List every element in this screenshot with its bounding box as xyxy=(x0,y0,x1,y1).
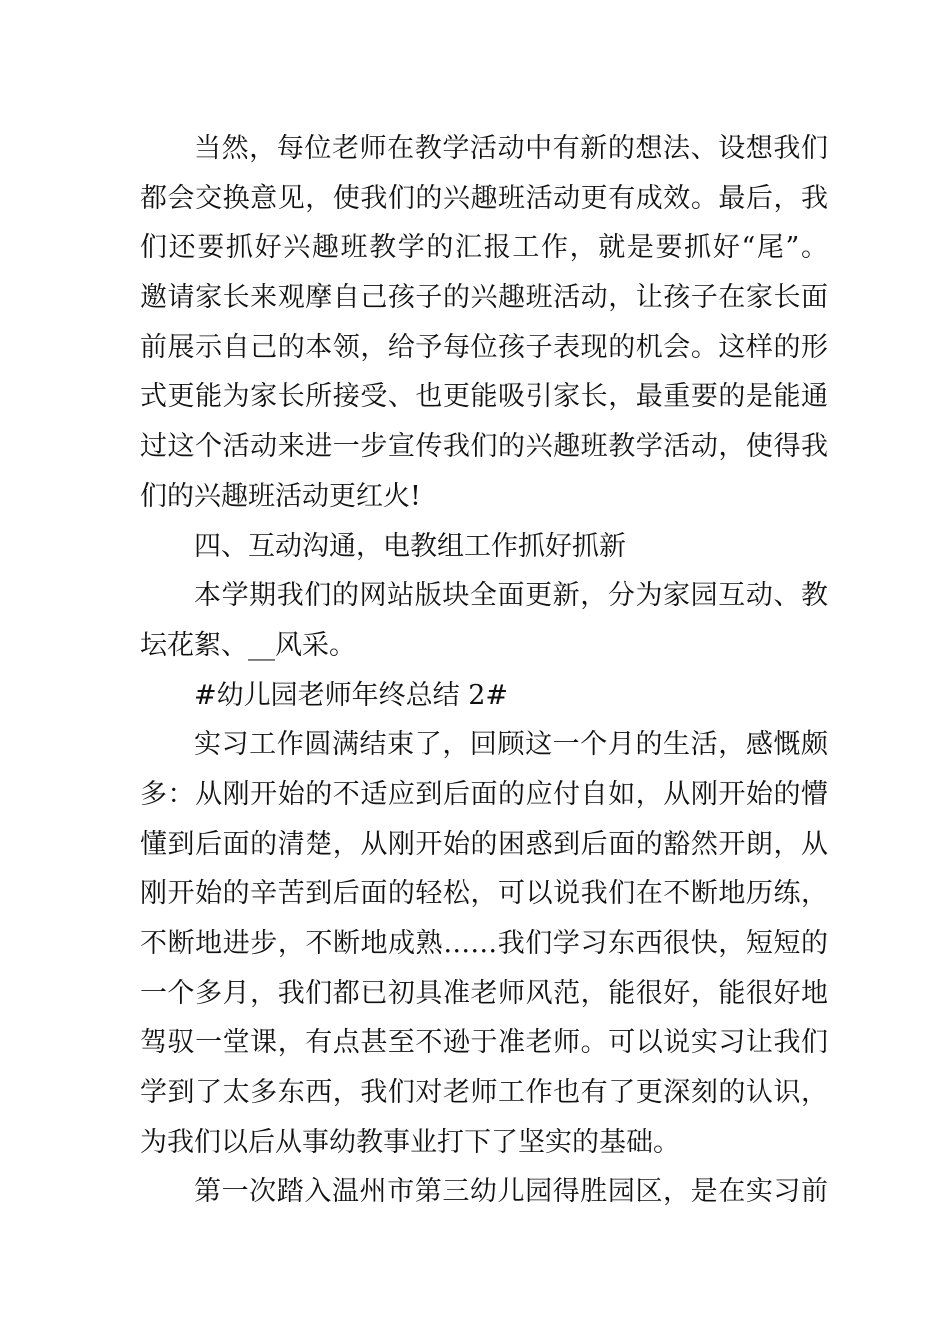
text-line: 都会交换意见，使我们的兴趣班活动更有成效。最后，我 xyxy=(140,182,828,214)
text-line: 坛花絮、__风采。 xyxy=(140,629,356,661)
paragraph xyxy=(140,522,828,572)
text-line: 四、互动沟通，电教组工作抓好抓新 xyxy=(194,530,626,562)
text-line: 实习工作圆满结束了，回顾这一个月的生活，感慨颇 xyxy=(194,729,828,761)
text-line: 学到了太多东西，我们对老师工作也有了更深刻的认识， xyxy=(140,1077,828,1109)
paragraph xyxy=(140,571,828,670)
text-line: #幼儿园老师年终总结 2# xyxy=(194,679,509,711)
text-line: 不断地进步，不断地成熟……我们学习东西很快，短短的 xyxy=(140,928,828,959)
text-line: 刚开始的辛苦到后面的轻松，可以说我们在不断地历练， xyxy=(140,878,828,910)
text-line: 邀请家长来观摩自己孩子的兴趣班活动，让孩子在家长面 xyxy=(140,282,828,314)
text-line: 们的兴趣班活动更红火! xyxy=(140,480,421,512)
text-line: 驾驭一堂课，有点甚至不逊于准老师。可以说实习让我们 xyxy=(140,1027,828,1059)
text-line: 多：从刚开始的不适应到后面的应付自如，从刚开始的懵 xyxy=(140,778,828,810)
text-line: 过这个活动来进一步宣传我们的兴趣班教学活动，使得我 xyxy=(140,431,828,463)
paragraph xyxy=(140,671,828,721)
text-line: 第一次踏入温州市第三幼儿园得胜园区，是在实习前 xyxy=(194,1176,828,1208)
text-line: 一个多月，我们都已初具准老师风范，能很好，能很好地 xyxy=(140,977,828,1009)
text-line: 当然，每位老师在教学活动中有新的想法、设想我们 xyxy=(194,133,828,164)
text-line: 为我们以后从事幼教事业打下了坚实的基础。 xyxy=(140,1126,680,1158)
paragraph xyxy=(140,124,828,522)
paragraph xyxy=(140,1167,828,1217)
paragraph xyxy=(140,720,828,1167)
text-line: 懂到后面的清楚，从刚开始的困惑到后面的豁然开朗，从 xyxy=(140,828,828,860)
text-line: 本学期我们的网站版块全面更新，分为家园互动、教 xyxy=(194,580,828,612)
text-line: 们还要抓好兴趣班教学的汇报工作，就是要抓好“尾”。 xyxy=(140,232,828,264)
text-line: 前展示自己的本领，给予每位孩子表现的机会。这样的形 xyxy=(140,331,828,363)
text-line: 式更能为家长所接受、也更能吸引家长，最重要的是能通 xyxy=(140,381,828,413)
document-text-block xyxy=(140,124,828,1217)
